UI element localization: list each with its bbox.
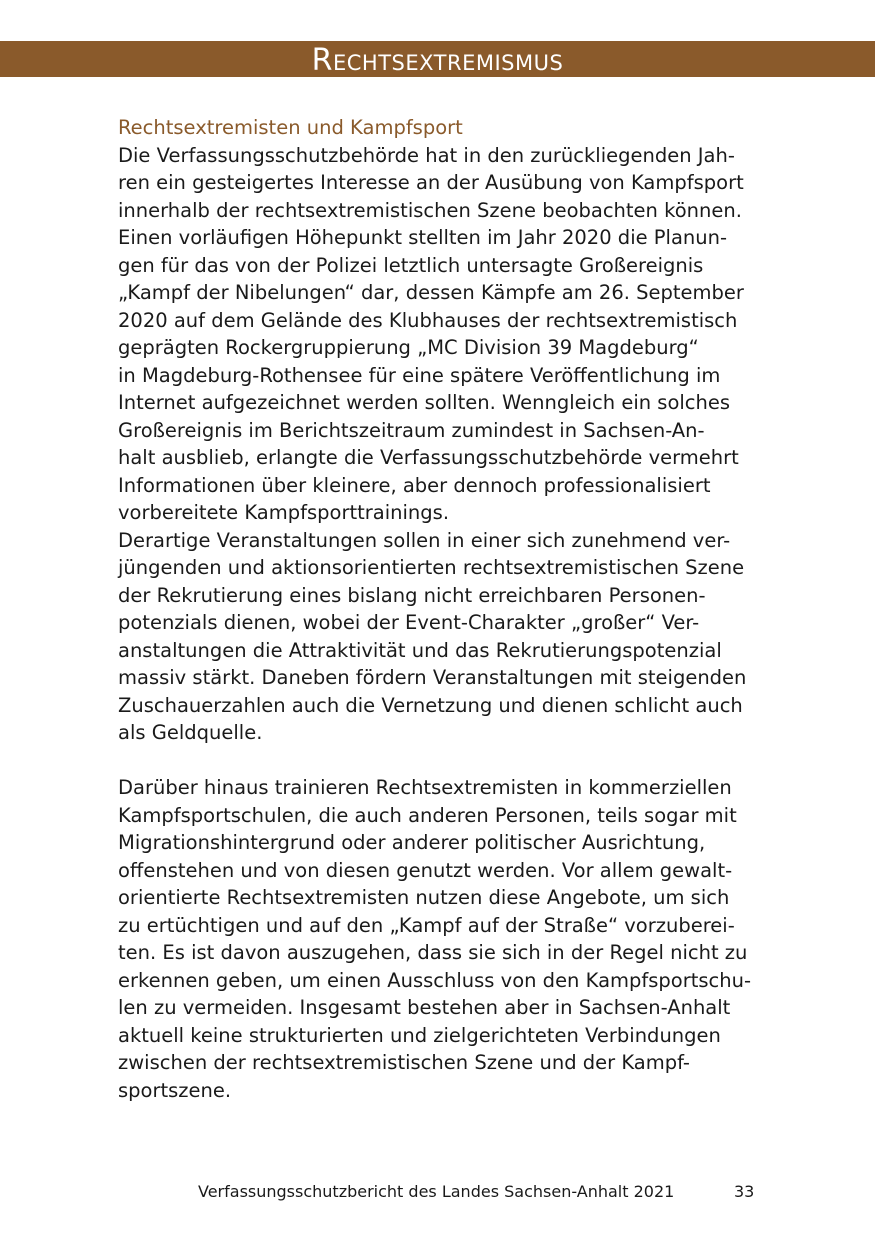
paragraph-spacer — [118, 747, 763, 775]
text-line: Die Verfassungsschutzbehörde hat in den zurückliegenden Jah- — [118, 143, 735, 167]
text-line: anstaltungen die Attraktivität und das Rekrutierungspotenzial — [118, 638, 722, 662]
text-line: Informationen über kleinere, aber dennoch professionalisiert — [118, 473, 711, 497]
text-line: zu ertüchtigen und auf den „Kampf auf der Straße“ vorzuberei- — [118, 913, 735, 937]
chapter-title: Rechtsextremismus — [311, 43, 564, 78]
text-line: geprägten Rockergruppierung „MC Division 39 Magdeburg“ — [118, 336, 699, 359]
paragraph-1 — [118, 142, 763, 527]
page-number: 33 — [734, 1182, 755, 1201]
text-line: vorbereitete Kampfsporttrainings. — [118, 501, 450, 524]
text-line: len zu vermeiden. Insgesamt bestehen aber in Sachsen-Anhalt — [118, 996, 731, 1019]
text-line: ren ein gesteigertes Interesse an der Ausübung von Kampfsport — [118, 171, 744, 194]
text-line: „Kampf der Nibelungen“ dar, dessen Kämpfe am 26. September — [118, 281, 744, 304]
text-line: Darüber hinaus trainieren Rechtsextremisten in kommerziellen — [118, 776, 732, 799]
text-line: gen für das von der Polizei letztlich untersagte Großereignis — [118, 253, 704, 277]
section-heading: Rechtsextremisten und Kampfsport — [118, 116, 463, 139]
text-line: aktuell keine strukturierten und zielgerichteten Verbindungen — [118, 1023, 721, 1047]
text-line: potenzials dienen, wobei der Event-Charakter „großer“ Ver- — [118, 611, 700, 634]
page-footer — [0, 1182, 875, 1206]
text-line: Einen vorläufigen Höhepunkt stellten im Jahr 2020 die Planun- — [118, 226, 728, 249]
text-line: der Rekrutierung eines bislang nicht erreichbaren Personen- — [118, 583, 706, 607]
text-line: sportszene. — [118, 1078, 232, 1102]
text-line: massiv stärkt. Daneben fördern Veranstaltungen mit steigenden — [118, 666, 747, 689]
text-line: in Magdeburg-Rothensee für eine spätere Veröffentlichung im — [118, 363, 721, 387]
text-line: innerhalb der rechtsextremistischen Szene beobachten können. — [118, 198, 742, 222]
text-line: erkennen geben, um einen Ausschluss von den Kampfsportschu- — [118, 968, 752, 992]
text-line: Internet aufgezeichnet werden sollten. Wenngleich ein solches — [118, 391, 731, 414]
paragraph-3 — [118, 774, 763, 1104]
chapter-header-bar — [0, 41, 875, 77]
text-line: Zuschauerzahlen auch die Vernetzung und dienen schlicht auch — [118, 693, 743, 717]
text-line: offenstehen und von diesen genutzt werden. Vor allem gewalt- — [118, 858, 733, 882]
text-line: Kampfsportschulen, die auch anderen Personen, teils sogar mit — [118, 803, 737, 827]
text-line: ten. Es ist davon auszugehen, dass sie sich in der Regel nicht zu — [118, 941, 748, 964]
text-line: orientierte Rechtsextremisten nutzen diese Angebote, um sich — [118, 886, 730, 909]
text-line: halt ausblieb, erlangte die Verfassungsschutzbehörde vermehrt — [118, 446, 739, 469]
text-line: zwischen der rechtsextremistischen Szene und der Kampf- — [118, 1051, 690, 1074]
text-line: Großereignis im Berichtszeitraum zumindest in Sachsen-An- — [118, 418, 705, 442]
page-content — [118, 114, 763, 1104]
text-line: jüngenden und aktionsorientierten rechtsextremistischen Szene — [118, 556, 745, 579]
report-title: Verfassungsschutzbericht des Landes Sachsen-Anhalt 2021 — [198, 1182, 675, 1201]
paragraph-2 — [118, 527, 763, 747]
text-line: als Geldquelle. — [118, 721, 263, 744]
text-line: 2020 auf dem Gelände des Klubhauses der rechtsextremistisch — [118, 308, 738, 332]
text-line: Migrationshintergrund oder anderer politischer Ausrichtung, — [118, 831, 706, 854]
text-line: Derartige Veranstaltungen sollen in einer sich zunehmend ver- — [118, 528, 731, 552]
